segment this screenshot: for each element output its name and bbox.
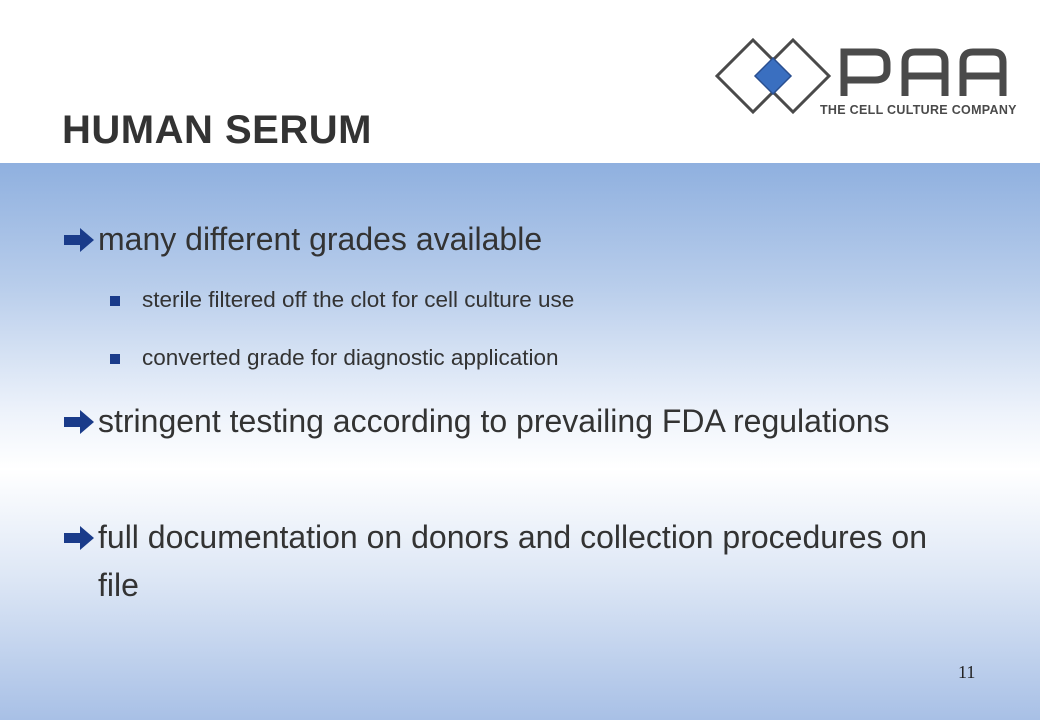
arrow-right-icon — [62, 513, 98, 561]
logo-tagline: THE CELL CULTURE COMPANY — [820, 103, 1017, 117]
slide-title: HUMAN SERUM — [62, 108, 372, 152]
square-bullet-icon — [110, 296, 120, 306]
arrow-right-icon — [62, 215, 98, 263]
bullet-text: stringent testing according to prevailing FDA regulations — [98, 403, 890, 439]
sub-bullet-item — [110, 285, 910, 315]
bullet-item — [62, 215, 962, 263]
sub-bullet-item — [110, 343, 910, 373]
bullet-text: full documentation on donors and collection procedures on file — [98, 519, 927, 603]
bullet-item — [62, 513, 962, 609]
square-bullet-icon — [110, 354, 120, 364]
arrow-right-icon — [62, 397, 98, 445]
sub-bullet-text: converted grade for diagnostic application — [142, 345, 559, 370]
bullet-text: many different grades available — [98, 221, 543, 257]
bullet-item — [62, 397, 962, 445]
sub-bullet-text: sterile filtered off the clot for cell culture use — [142, 287, 575, 312]
page-number: 11 — [958, 662, 976, 682]
